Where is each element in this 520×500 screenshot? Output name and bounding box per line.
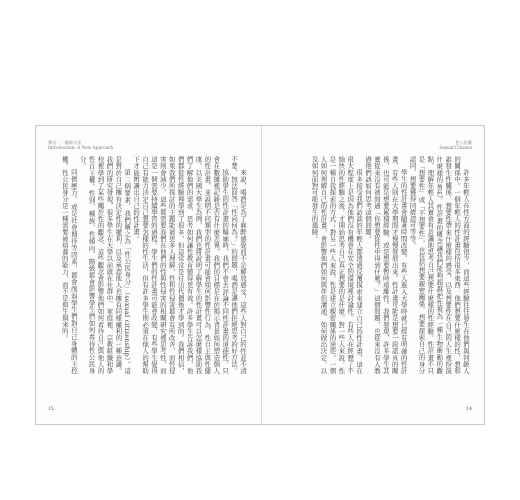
left-paragraph: 協助學生的性計畫的輪廓時，我們不會去評論不同性計畫的道德性，只會在數據裡記錄是否有什麼差異。我們的目標是在於揭示背景如何塑造個人的性計畫，並說明不同類型的性計畫可能會如何影響性行為、性自主與性健康。以美國大學生為例，我們也將說明了解學生的性計畫可以怎麼樣協助我們了解他們的需求、思考如何讓性教育變得更有效。許多學生告訴我們，他們都從性經驗裡學到了很多，但這常常是付出代價後才學到的。我們相信，如果我們所探討的主題能被更多人理解，性和性侵害都會有所改善，而性侵害則會減少。這些都需要我們在他們的性與性侵害的相關研究裡思考性，而這是一個需要持續學習的過程。學生們的性計畫可能會改變，有些學生覺得自己有能力決定自己想要怎樣的性生活，但有許多學生則必須在他人的幫助下才能辨識出自己的性計畫。 <box>132 156 230 374</box>
right-body-text <box>275 156 470 374</box>
left-paragraph: 第二個要素，我們稱之為「性公民身分」（sexual citizenship）。這是對於自己擁有決定性的權利，以及承認他人也擁有同樣權利的一種意識。我們的研究發現，很多學生在大學以前就在社群中、家庭裡、宗教組織和學校裡學到了某些關於性的觀念，這些觀念會影響他們如何看待自己與他人的性自主權。性別、種族、性傾向、階級都會影響學生們如何看待性公民身分。 <box>78 156 132 374</box>
left-running-head-cn: 導言：一個新方法 <box>48 140 82 145</box>
right-running-head <box>439 140 472 150</box>
left-page <box>36 126 261 424</box>
left-page-number: 15 <box>48 407 54 412</box>
left-running-head <box>48 140 113 150</box>
left-body-text <box>52 156 247 374</box>
right-paragraph: 學生的性計畫會隨著時間改變。有些人進入大學時就已經有明確的性計畫，有些人則在大學期間才慢慢發展出來。性計畫可能是想要一段認真的關係，也可能是想要累積經驗、或是想要暫時遠離性。我們發現，許多學生其實從來沒有被問過「你想要從性中得到什麼？」這個問題，也從來沒有人教過他們該如何思考這個問題。 <box>364 156 408 374</box>
right-page <box>261 126 486 424</box>
right-page-number: 14 <box>466 407 472 412</box>
left-running-head-en: Introduction: A New Approach <box>48 145 114 151</box>
left-paragraph: 來說，喝酒是為了麻醉感覺而不是解放感受，這些人對自己的性並不清不楚、無法回答「性向何為？」的問題，喝酒是讓他們拒絕思考的好方法。 <box>230 156 247 374</box>
right-running-head-en: Sexual Citizens <box>439 145 472 151</box>
right-paragraph: 許多年輕人在性方面的經驗很少，而這些經驗往往發生在他們與同齡人的關係中。一個年輕人的性計畫包括很多東西：他們想要什麼樣的性、想和誰發生性關係、想要性帶來什麼樣的感受，以及想要性在自己的人生裡扮演什麼樣的角色。性計畫的概念讓我們能夠超越把性視為一種生物衝動的觀點，理解年輕人其實會有意識地思考自己想要什麼樣的性經驗。性計畫不只是「想要性」或「不想要性」，也包括想要親密關係、想要探索自己的身分認同、想要獲得同儕認可等等。 <box>408 156 470 374</box>
right-paragraph: 很多接受我們訪談的年輕人都透過反覆摸索來建立自己的性計畫，這在很大程度上是因為他們沒有機會在安全的環境裡討論性。有些人在經歷了不愉快的性經驗之後，才開始思考自己真正想要的是什麼。對一些人來說，性是一種自我探索的方式；對另一些人來說，性是建立親密關係的途徑。一個人如何理解自己的性計畫，會影響他們如何與伴侶溝通、如何做出決定，以及如何面對可能發生的風險。 <box>310 156 364 374</box>
right-running-head-cn: 性公民權 <box>455 140 472 145</box>
left-paragraph: 同儕壓力、或是社會期待等因素，都會削弱學生們對自己身體的主控權。性公民身分是一種需要被培養的能力，而不是與生俱來的。 <box>60 156 78 374</box>
book-spread <box>35 125 485 425</box>
